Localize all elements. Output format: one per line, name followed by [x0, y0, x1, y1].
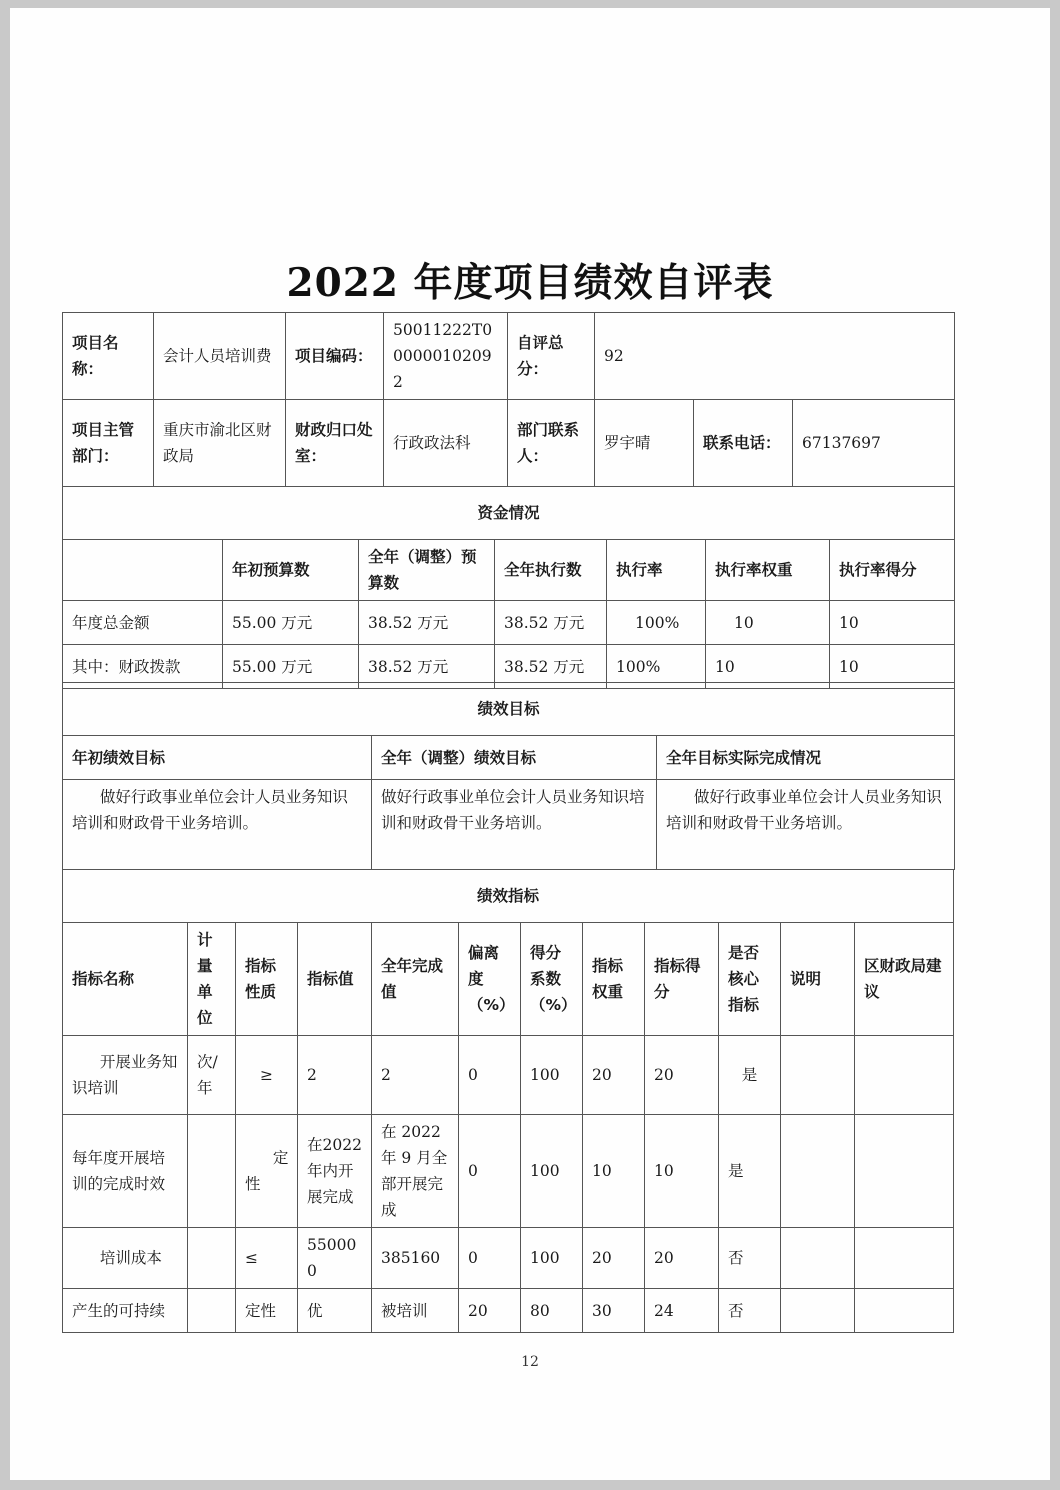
indicator-cell: 定性	[236, 1289, 298, 1333]
indicator-cell	[188, 1115, 236, 1228]
indicator-cell	[188, 1289, 236, 1333]
indicator-cell: 100	[521, 1036, 583, 1115]
funds-header: 全年（调整）预算数	[359, 540, 495, 601]
indicator-cell: 0	[459, 1036, 521, 1115]
funds-cell: 10	[830, 645, 955, 689]
funds-cell: 10	[706, 601, 830, 645]
page-number: 12	[521, 1354, 539, 1370]
dept-label: 项目主管部门：	[63, 400, 154, 487]
funds-cell: 100%	[607, 645, 706, 689]
funds-header: 执行率权重	[706, 540, 830, 601]
indicator-cell: 20	[583, 1036, 645, 1115]
contact-label: 部门联系人：	[508, 400, 595, 487]
phone-label: 联系电话：	[694, 400, 793, 487]
page-title: 2022 年度项目绩效自评表	[286, 260, 774, 306]
indicator-cell: ≥	[236, 1036, 298, 1115]
indicator-header: 是否核心指标	[719, 923, 781, 1036]
funds-cell: 10	[830, 601, 955, 645]
indicator-cell	[855, 1115, 954, 1228]
goal-initial-text: 做好行政事业单位会计人员业务知识培训和财政骨干业务培训。	[63, 780, 372, 870]
goals-section-title: 绩效目标	[63, 683, 955, 736]
indicator-cell: 10	[645, 1115, 719, 1228]
indicator-cell	[781, 1228, 855, 1289]
indicator-cell: 开展业务知识培训	[63, 1036, 188, 1115]
funds-header: 执行率得分	[830, 540, 955, 601]
indicator-cell: 否	[719, 1289, 781, 1333]
goals-table	[62, 682, 955, 870]
indicator-header: 指标名称	[63, 923, 188, 1036]
dept-value: 重庆市渝北区财政局	[154, 400, 286, 487]
indicator-cell: 100	[521, 1228, 583, 1289]
indicator-cell: 100	[521, 1115, 583, 1228]
score-label: 自评总分：	[508, 313, 595, 400]
indicator-cell: 次/年	[188, 1036, 236, 1115]
contact-value: 罗宇晴	[595, 400, 694, 487]
funds-cell: 55.00 万元	[223, 645, 359, 689]
office-label: 财政归口处室：	[286, 400, 384, 487]
indicator-cell: 培训成本	[63, 1228, 188, 1289]
project-info-table	[62, 312, 955, 487]
table-row	[63, 1115, 954, 1228]
indicator-header: 指标值	[298, 923, 372, 1036]
indicator-cell: 是	[719, 1115, 781, 1228]
indicator-cell: 被培训	[372, 1289, 459, 1333]
indicator-cell: 20	[645, 1036, 719, 1115]
indicator-header: 指标得分	[645, 923, 719, 1036]
project-code-label: 项目编码：	[286, 313, 384, 400]
indicator-cell: 2	[372, 1036, 459, 1115]
funds-header: 年初预算数	[223, 540, 359, 601]
indicator-header: 得分系数（%）	[521, 923, 583, 1036]
indicator-cell: 385160	[372, 1228, 459, 1289]
indicator-cell: 20	[645, 1228, 719, 1289]
funds-cell: 55.00 万元	[223, 601, 359, 645]
funds-header-blank	[63, 540, 223, 601]
indicator-header: 偏离度（%）	[459, 923, 521, 1036]
indicator-cell: 否	[719, 1228, 781, 1289]
indicator-cell: 2	[298, 1036, 372, 1115]
indicator-cell: 20	[583, 1228, 645, 1289]
indicator-header: 说明	[781, 923, 855, 1036]
funds-cell: 38.52 万元	[495, 645, 607, 689]
indicator-cell	[781, 1036, 855, 1115]
indicator-cell: 24	[645, 1289, 719, 1333]
indicator-cell	[855, 1036, 954, 1115]
indicator-cell: 0	[459, 1115, 521, 1228]
indicator-cell: 80	[521, 1289, 583, 1333]
project-code-value: 50011222T000000102092	[384, 313, 508, 400]
phone-value: 67137697	[793, 400, 955, 487]
goal-actual-text: 做好行政事业单位会计人员业务知识培训和财政骨干业务培训。	[657, 780, 955, 870]
goals-header: 年初绩效目标	[63, 736, 372, 780]
indicator-cell	[188, 1228, 236, 1289]
indicator-cell: ≤	[236, 1228, 298, 1289]
funds-cell: 100%	[607, 601, 706, 645]
indicator-cell	[855, 1228, 954, 1289]
indicator-cell: 定性	[236, 1115, 298, 1228]
funds-row-label: 其中：财政拨款	[63, 645, 223, 689]
indicator-cell	[781, 1289, 855, 1333]
indicator-header: 指标性质	[236, 923, 298, 1036]
project-name-label: 项目名称：	[63, 313, 154, 400]
indicators-section-title: 绩效指标	[63, 870, 954, 923]
funds-table	[62, 486, 955, 689]
table-row	[63, 1289, 954, 1333]
table-row	[63, 601, 955, 645]
indicator-cell	[781, 1115, 855, 1228]
indicator-cell: 在 2022年 9 月全部开展完成	[372, 1115, 459, 1228]
indicator-header: 计量单位	[188, 923, 236, 1036]
score-value: 92	[595, 313, 955, 400]
funds-header: 全年执行数	[495, 540, 607, 601]
funds-row-label: 年度总金额	[63, 601, 223, 645]
indicator-cell: 是	[719, 1036, 781, 1115]
indicator-cell: 0	[459, 1228, 521, 1289]
project-name-value: 会计人员培训费	[154, 313, 286, 400]
indicator-cell: 优	[298, 1289, 372, 1333]
indicator-cell: 550000	[298, 1228, 372, 1289]
indicator-header: 全年完成值	[372, 923, 459, 1036]
indicator-cell: 30	[583, 1289, 645, 1333]
table-row	[63, 1228, 954, 1289]
document-page	[10, 8, 1050, 1480]
goal-adjusted-text: 做好行政事业单位会计人员业务知识培训和财政骨干业务培训。	[372, 780, 657, 870]
indicator-cell: 10	[583, 1115, 645, 1228]
funds-cell: 38.52 万元	[495, 601, 607, 645]
indicator-header: 指标权重	[583, 923, 645, 1036]
funds-header: 执行率	[607, 540, 706, 601]
office-value: 行政政法科	[384, 400, 508, 487]
indicator-cell: 20	[459, 1289, 521, 1333]
funds-cell: 38.52 万元	[359, 645, 495, 689]
indicator-cell	[855, 1289, 954, 1333]
funds-section-title: 资金情况	[63, 487, 955, 540]
table-row	[63, 1036, 954, 1115]
indicator-header: 区财政局建议	[855, 923, 954, 1036]
indicator-cell: 产生的可持续	[63, 1289, 188, 1333]
goals-header: 全年目标实际完成情况	[657, 736, 955, 780]
indicator-cell: 每年度开展培训的完成时效	[63, 1115, 188, 1228]
indicators-table	[62, 869, 954, 1333]
funds-cell: 38.52 万元	[359, 601, 495, 645]
funds-cell: 10	[706, 645, 830, 689]
indicator-cell: 在2022年内开展完成	[298, 1115, 372, 1228]
goals-header: 全年（调整）绩效目标	[372, 736, 657, 780]
